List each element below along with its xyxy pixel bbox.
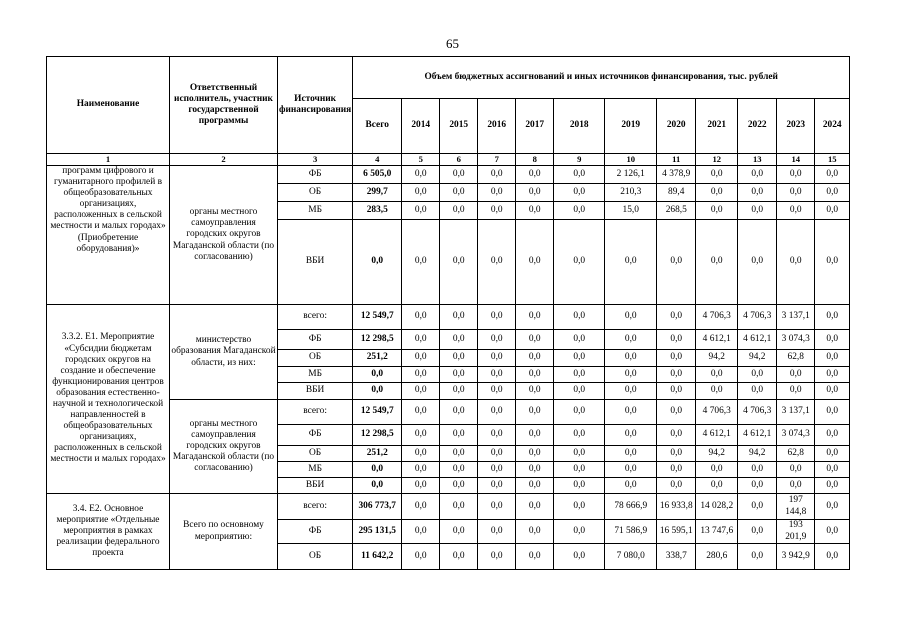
year-value-cell: 0,0 <box>777 478 815 494</box>
year-value-cell: 0,0 <box>478 184 516 202</box>
year-value-cell: 0,0 <box>738 220 777 305</box>
year-value-cell: 0,0 <box>738 494 777 520</box>
year-value-cell: 0,0 <box>696 184 738 202</box>
year-value-cell: 0,0 <box>738 367 777 383</box>
year-value-cell: 0,0 <box>554 478 605 494</box>
year-value-cell: 0,0 <box>554 367 605 383</box>
year-value-cell: 0,0 <box>738 462 777 478</box>
year-value-cell: 15,0 <box>605 202 657 220</box>
total-cell: 11 642,2 <box>353 544 402 570</box>
total-cell: 12 549,7 <box>353 305 402 330</box>
year-value-cell: 0,0 <box>815 166 850 184</box>
year-value-cell: 0,0 <box>696 462 738 478</box>
year-value-cell: 0,0 <box>777 166 815 184</box>
year-value-cell: 0,0 <box>516 350 554 367</box>
table-row <box>47 305 850 330</box>
year-value-cell: 0,0 <box>402 400 440 425</box>
header-year: 2019 <box>605 99 657 154</box>
year-value-cell: 0,0 <box>440 544 478 570</box>
year-value-cell: 0,0 <box>516 202 554 220</box>
year-value-cell: 0,0 <box>440 400 478 425</box>
year-value-cell: 0,0 <box>815 478 850 494</box>
year-value-cell: 0,0 <box>554 494 605 520</box>
year-value-cell: 4 612,1 <box>738 330 777 350</box>
column-number: 3 <box>278 154 353 166</box>
source-cell: МБ <box>278 462 353 478</box>
source-cell: ВБИ <box>278 383 353 400</box>
year-value-cell: 4 706,3 <box>696 400 738 425</box>
source-cell: ФБ <box>278 520 353 544</box>
year-value-cell: 0,0 <box>657 462 696 478</box>
year-value-cell: 0,0 <box>440 462 478 478</box>
total-cell: 6 505,0 <box>353 166 402 184</box>
year-value-cell: 0,0 <box>554 400 605 425</box>
year-value-cell: 0,0 <box>516 494 554 520</box>
year-value-cell: 0,0 <box>777 462 815 478</box>
year-value-cell: 0,0 <box>440 305 478 330</box>
year-value-cell: 0,0 <box>738 166 777 184</box>
column-number: 5 <box>402 154 440 166</box>
year-value-cell: 0,0 <box>402 330 440 350</box>
year-value-cell: 0,0 <box>815 446 850 462</box>
source-cell: ОБ <box>278 446 353 462</box>
year-value-cell: 0,0 <box>440 367 478 383</box>
year-value-cell: 0,0 <box>815 305 850 330</box>
year-value-cell: 0,0 <box>402 446 440 462</box>
year-value-cell: 0,0 <box>815 544 850 570</box>
year-value-cell: 0,0 <box>777 220 815 305</box>
year-value-cell: 0,0 <box>605 220 657 305</box>
source-cell: МБ <box>278 367 353 383</box>
year-value-cell: 78 666,9 <box>605 494 657 520</box>
year-value-cell: 0,0 <box>516 305 554 330</box>
year-value-cell: 0,0 <box>605 367 657 383</box>
total-cell: 12 298,5 <box>353 425 402 446</box>
header-year: 2015 <box>440 99 478 154</box>
year-value-cell: 0,0 <box>696 478 738 494</box>
source-cell: ВБИ <box>278 478 353 494</box>
year-value-cell: 0,0 <box>738 544 777 570</box>
year-value-cell: 0,0 <box>554 330 605 350</box>
year-value-cell: 0,0 <box>440 520 478 544</box>
year-value-cell: 0,0 <box>440 446 478 462</box>
total-cell: 283,5 <box>353 202 402 220</box>
header-year: 2023 <box>777 99 815 154</box>
year-value-cell: 0,0 <box>815 400 850 425</box>
measure-name: 3.3.2. Е1. Мероприятие «Субсидии бюджетам городских округов на создание и обеспечение функционирования центров образования естественно-научной и технологической направленностей в общеобразовательных организациях, расположенных в сельской местности и малых городах» <box>47 305 170 494</box>
year-value-cell: 0,0 <box>478 478 516 494</box>
year-value-cell: 0,0 <box>554 446 605 462</box>
column-number: 14 <box>777 154 815 166</box>
year-value-cell: 0,0 <box>402 367 440 383</box>
source-cell: ФБ <box>278 425 353 446</box>
year-value-cell: 0,0 <box>402 544 440 570</box>
total-cell: 295 131,5 <box>353 520 402 544</box>
year-value-cell: 0,0 <box>657 446 696 462</box>
year-value-cell: 0,0 <box>516 520 554 544</box>
year-value-cell: 0,0 <box>605 305 657 330</box>
year-value-cell: 0,0 <box>440 350 478 367</box>
year-value-cell: 0,0 <box>516 425 554 446</box>
year-value-cell: 0,0 <box>738 202 777 220</box>
year-value-cell: 0,0 <box>516 220 554 305</box>
year-value-cell: 0,0 <box>440 202 478 220</box>
year-value-cell: 3 942,9 <box>777 544 815 570</box>
year-value-cell: 0,0 <box>478 400 516 425</box>
year-value-cell: 0,0 <box>657 220 696 305</box>
year-value-cell: 0,0 <box>478 520 516 544</box>
year-value-cell: 280,6 <box>696 544 738 570</box>
column-number: 12 <box>696 154 738 166</box>
total-cell: 0,0 <box>353 367 402 383</box>
year-value-cell: 0,0 <box>696 383 738 400</box>
year-value-cell: 0,0 <box>440 383 478 400</box>
executor-cell: Всего по основному мероприятию: <box>170 494 278 570</box>
executor-cell: министерство образования Магаданской области, из них: <box>170 305 278 400</box>
column-number: 6 <box>440 154 478 166</box>
year-value-cell: 0,0 <box>516 400 554 425</box>
year-value-cell: 0,0 <box>815 220 850 305</box>
year-value-cell: 0,0 <box>554 220 605 305</box>
year-value-cell: 0,0 <box>478 305 516 330</box>
table-row <box>47 166 850 184</box>
year-value-cell: 0,0 <box>815 425 850 446</box>
year-value-cell: 0,0 <box>516 478 554 494</box>
column-number: 1 <box>47 154 170 166</box>
year-value-cell: 0,0 <box>657 400 696 425</box>
column-number: 7 <box>478 154 516 166</box>
year-value-cell: 197 144,8 <box>777 494 815 520</box>
year-value-cell: 4 378,9 <box>657 166 696 184</box>
year-value-cell: 0,0 <box>516 330 554 350</box>
year-value-cell: 4 612,1 <box>696 330 738 350</box>
year-value-cell: 0,0 <box>516 383 554 400</box>
source-cell: ОБ <box>278 350 353 367</box>
year-value-cell: 0,0 <box>478 220 516 305</box>
year-value-cell: 0,0 <box>478 383 516 400</box>
total-cell: 251,2 <box>353 350 402 367</box>
year-value-cell: 0,0 <box>516 544 554 570</box>
year-value-cell: 0,0 <box>440 184 478 202</box>
year-value-cell: 0,0 <box>478 202 516 220</box>
year-value-cell: 0,0 <box>554 305 605 330</box>
year-value-cell: 3 074,3 <box>777 425 815 446</box>
year-value-cell: 0,0 <box>657 330 696 350</box>
year-value-cell: 0,0 <box>696 220 738 305</box>
header-year: 2024 <box>815 99 850 154</box>
column-number: 10 <box>605 154 657 166</box>
header-year: 2021 <box>696 99 738 154</box>
year-value-cell: 0,0 <box>554 462 605 478</box>
year-value-cell: 0,0 <box>777 383 815 400</box>
year-value-cell: 16 933,8 <box>657 494 696 520</box>
year-value-cell: 0,0 <box>815 462 850 478</box>
year-value-cell: 0,0 <box>605 330 657 350</box>
year-value-cell: 62,8 <box>777 446 815 462</box>
source-cell: МБ <box>278 202 353 220</box>
year-value-cell: 0,0 <box>554 184 605 202</box>
year-value-cell: 0,0 <box>402 166 440 184</box>
year-value-cell: 0,0 <box>605 446 657 462</box>
column-number: 9 <box>554 154 605 166</box>
year-value-cell: 4 706,3 <box>738 400 777 425</box>
year-value-cell: 3 137,1 <box>777 305 815 330</box>
year-value-cell: 0,0 <box>402 520 440 544</box>
year-value-cell: 0,0 <box>657 367 696 383</box>
year-value-cell: 7 080,0 <box>605 544 657 570</box>
page-number: 65 <box>446 36 459 51</box>
total-cell: 0,0 <box>353 383 402 400</box>
source-cell: всего: <box>278 400 353 425</box>
year-value-cell: 0,0 <box>440 220 478 305</box>
year-value-cell: 0,0 <box>478 350 516 367</box>
year-value-cell: 0,0 <box>554 350 605 367</box>
year-value-cell: 0,0 <box>402 184 440 202</box>
year-value-cell: 0,0 <box>402 383 440 400</box>
header-year: 2016 <box>478 99 516 154</box>
year-value-cell: 4 706,3 <box>738 305 777 330</box>
year-value-cell: 0,0 <box>696 367 738 383</box>
header-total: Всего <box>353 99 402 154</box>
year-value-cell: 0,0 <box>402 305 440 330</box>
year-value-cell: 89,4 <box>657 184 696 202</box>
header-executor: Ответственный исполнитель, участник государственной программы <box>170 57 278 154</box>
year-value-cell: 0,0 <box>440 494 478 520</box>
year-value-cell: 0,0 <box>605 400 657 425</box>
year-value-cell: 0,0 <box>815 184 850 202</box>
header-source: Источник финансирования <box>278 57 353 154</box>
year-value-cell: 0,0 <box>738 478 777 494</box>
source-cell: ФБ <box>278 330 353 350</box>
year-value-cell: 14 028,2 <box>696 494 738 520</box>
header-year: 2022 <box>738 99 777 154</box>
year-value-cell: 0,0 <box>696 166 738 184</box>
year-value-cell: 0,0 <box>402 220 440 305</box>
year-value-cell: 0,0 <box>815 330 850 350</box>
year-value-cell: 0,0 <box>815 202 850 220</box>
year-value-cell: 0,0 <box>696 202 738 220</box>
year-value-cell: 62,8 <box>777 350 815 367</box>
total-cell: 299,7 <box>353 184 402 202</box>
header-year: 2020 <box>657 99 696 154</box>
year-value-cell: 0,0 <box>516 367 554 383</box>
header-year: 2014 <box>402 99 440 154</box>
year-value-cell: 4 706,3 <box>696 305 738 330</box>
total-cell: 306 773,7 <box>353 494 402 520</box>
executor-cell: органы местного самоуправления городских округов Магаданской области (по согласованию) <box>170 400 278 494</box>
year-value-cell: 0,0 <box>402 494 440 520</box>
total-cell: 251,2 <box>353 446 402 462</box>
year-value-cell: 13 747,6 <box>696 520 738 544</box>
source-cell: ОБ <box>278 544 353 570</box>
table-row <box>47 494 850 520</box>
executor-cell: органы местного самоуправления городских округов Магаданской области (по согласованию) <box>170 166 278 305</box>
column-number: 2 <box>170 154 278 166</box>
total-cell: 12 549,7 <box>353 400 402 425</box>
column-number: 8 <box>516 154 554 166</box>
year-value-cell: 0,0 <box>402 462 440 478</box>
total-cell: 12 298,5 <box>353 330 402 350</box>
year-value-cell: 0,0 <box>402 350 440 367</box>
year-value-cell: 0,0 <box>777 367 815 383</box>
year-value-cell: 71 586,9 <box>605 520 657 544</box>
year-value-cell: 0,0 <box>554 383 605 400</box>
year-value-cell: 0,0 <box>478 425 516 446</box>
year-value-cell: 0,0 <box>605 478 657 494</box>
year-value-cell: 94,2 <box>738 350 777 367</box>
year-value-cell: 0,0 <box>815 520 850 544</box>
year-value-cell: 2 126,1 <box>605 166 657 184</box>
year-value-cell: 4 612,1 <box>696 425 738 446</box>
year-value-cell: 3 074,3 <box>777 330 815 350</box>
year-value-cell: 0,0 <box>657 425 696 446</box>
year-value-cell: 94,2 <box>738 446 777 462</box>
header-funding: Объем бюджетных ассигнований и иных источников финансирования, тыс. рублей <box>353 57 850 99</box>
year-value-cell: 0,0 <box>402 478 440 494</box>
year-value-cell: 0,0 <box>554 520 605 544</box>
column-number: 13 <box>738 154 777 166</box>
year-value-cell: 0,0 <box>516 462 554 478</box>
year-value-cell: 0,0 <box>516 166 554 184</box>
year-value-cell: 0,0 <box>738 383 777 400</box>
year-value-cell: 0,0 <box>478 446 516 462</box>
year-value-cell: 0,0 <box>402 202 440 220</box>
source-cell: всего: <box>278 305 353 330</box>
table-header <box>47 57 850 154</box>
year-value-cell: 0,0 <box>815 350 850 367</box>
source-cell: ФБ <box>278 166 353 184</box>
year-value-cell: 338,7 <box>657 544 696 570</box>
year-value-cell: 0,0 <box>657 350 696 367</box>
year-value-cell: 0,0 <box>554 166 605 184</box>
year-value-cell: 0,0 <box>440 166 478 184</box>
year-value-cell: 0,0 <box>738 184 777 202</box>
year-value-cell: 0,0 <box>815 494 850 520</box>
year-value-cell: 94,2 <box>696 446 738 462</box>
source-cell: ВБИ <box>278 220 353 305</box>
year-value-cell: 0,0 <box>478 367 516 383</box>
year-value-cell: 0,0 <box>478 462 516 478</box>
year-value-cell: 0,0 <box>657 305 696 330</box>
measure-name: 3.4. Е2. Основное мероприятие «Отдельные мероприятия в рамках реализации федерального проекта <box>47 494 170 570</box>
total-cell: 0,0 <box>353 462 402 478</box>
year-value-cell: 0,0 <box>738 520 777 544</box>
year-value-cell: 0,0 <box>402 425 440 446</box>
year-value-cell: 0,0 <box>554 544 605 570</box>
year-value-cell: 0,0 <box>815 383 850 400</box>
year-value-cell: 0,0 <box>516 446 554 462</box>
year-value-cell: 0,0 <box>478 494 516 520</box>
measure-name: программ цифрового и гуманитарного профилей в общеобразовательных организациях, расположенных в сельской местности и малых городах» (Приобретение оборудования)» <box>47 166 170 305</box>
year-value-cell: 0,0 <box>777 202 815 220</box>
table-body <box>47 154 850 570</box>
year-value-cell: 4 612,1 <box>738 425 777 446</box>
year-value-cell: 0,0 <box>554 425 605 446</box>
column-number-row <box>47 154 850 166</box>
year-value-cell: 193 201,9 <box>777 520 815 544</box>
total-cell: 0,0 <box>353 478 402 494</box>
year-value-cell: 0,0 <box>516 184 554 202</box>
column-number: 4 <box>353 154 402 166</box>
source-cell: ОБ <box>278 184 353 202</box>
total-cell: 0,0 <box>353 220 402 305</box>
year-value-cell: 0,0 <box>478 330 516 350</box>
header-name: Наименование <box>47 57 170 154</box>
year-value-cell: 94,2 <box>696 350 738 367</box>
year-value-cell: 210,3 <box>605 184 657 202</box>
year-value-cell: 16 595,1 <box>657 520 696 544</box>
header-year: 2017 <box>516 99 554 154</box>
year-value-cell: 0,0 <box>440 478 478 494</box>
year-value-cell: 0,0 <box>554 202 605 220</box>
year-value-cell: 0,0 <box>657 383 696 400</box>
year-value-cell: 0,0 <box>605 462 657 478</box>
column-number: 15 <box>815 154 850 166</box>
year-value-cell: 0,0 <box>478 544 516 570</box>
year-value-cell: 0,0 <box>815 367 850 383</box>
year-value-cell: 0,0 <box>440 425 478 446</box>
year-value-cell: 0,0 <box>605 383 657 400</box>
year-value-cell: 0,0 <box>440 330 478 350</box>
year-value-cell: 0,0 <box>605 350 657 367</box>
year-value-cell: 268,5 <box>657 202 696 220</box>
year-value-cell: 0,0 <box>605 425 657 446</box>
year-value-cell: 0,0 <box>478 166 516 184</box>
source-cell: всего: <box>278 494 353 520</box>
year-value-cell: 0,0 <box>777 184 815 202</box>
budget-table <box>46 56 850 570</box>
year-value-cell: 3 137,1 <box>777 400 815 425</box>
column-number: 11 <box>657 154 696 166</box>
year-value-cell: 0,0 <box>657 478 696 494</box>
header-year: 2018 <box>554 99 605 154</box>
